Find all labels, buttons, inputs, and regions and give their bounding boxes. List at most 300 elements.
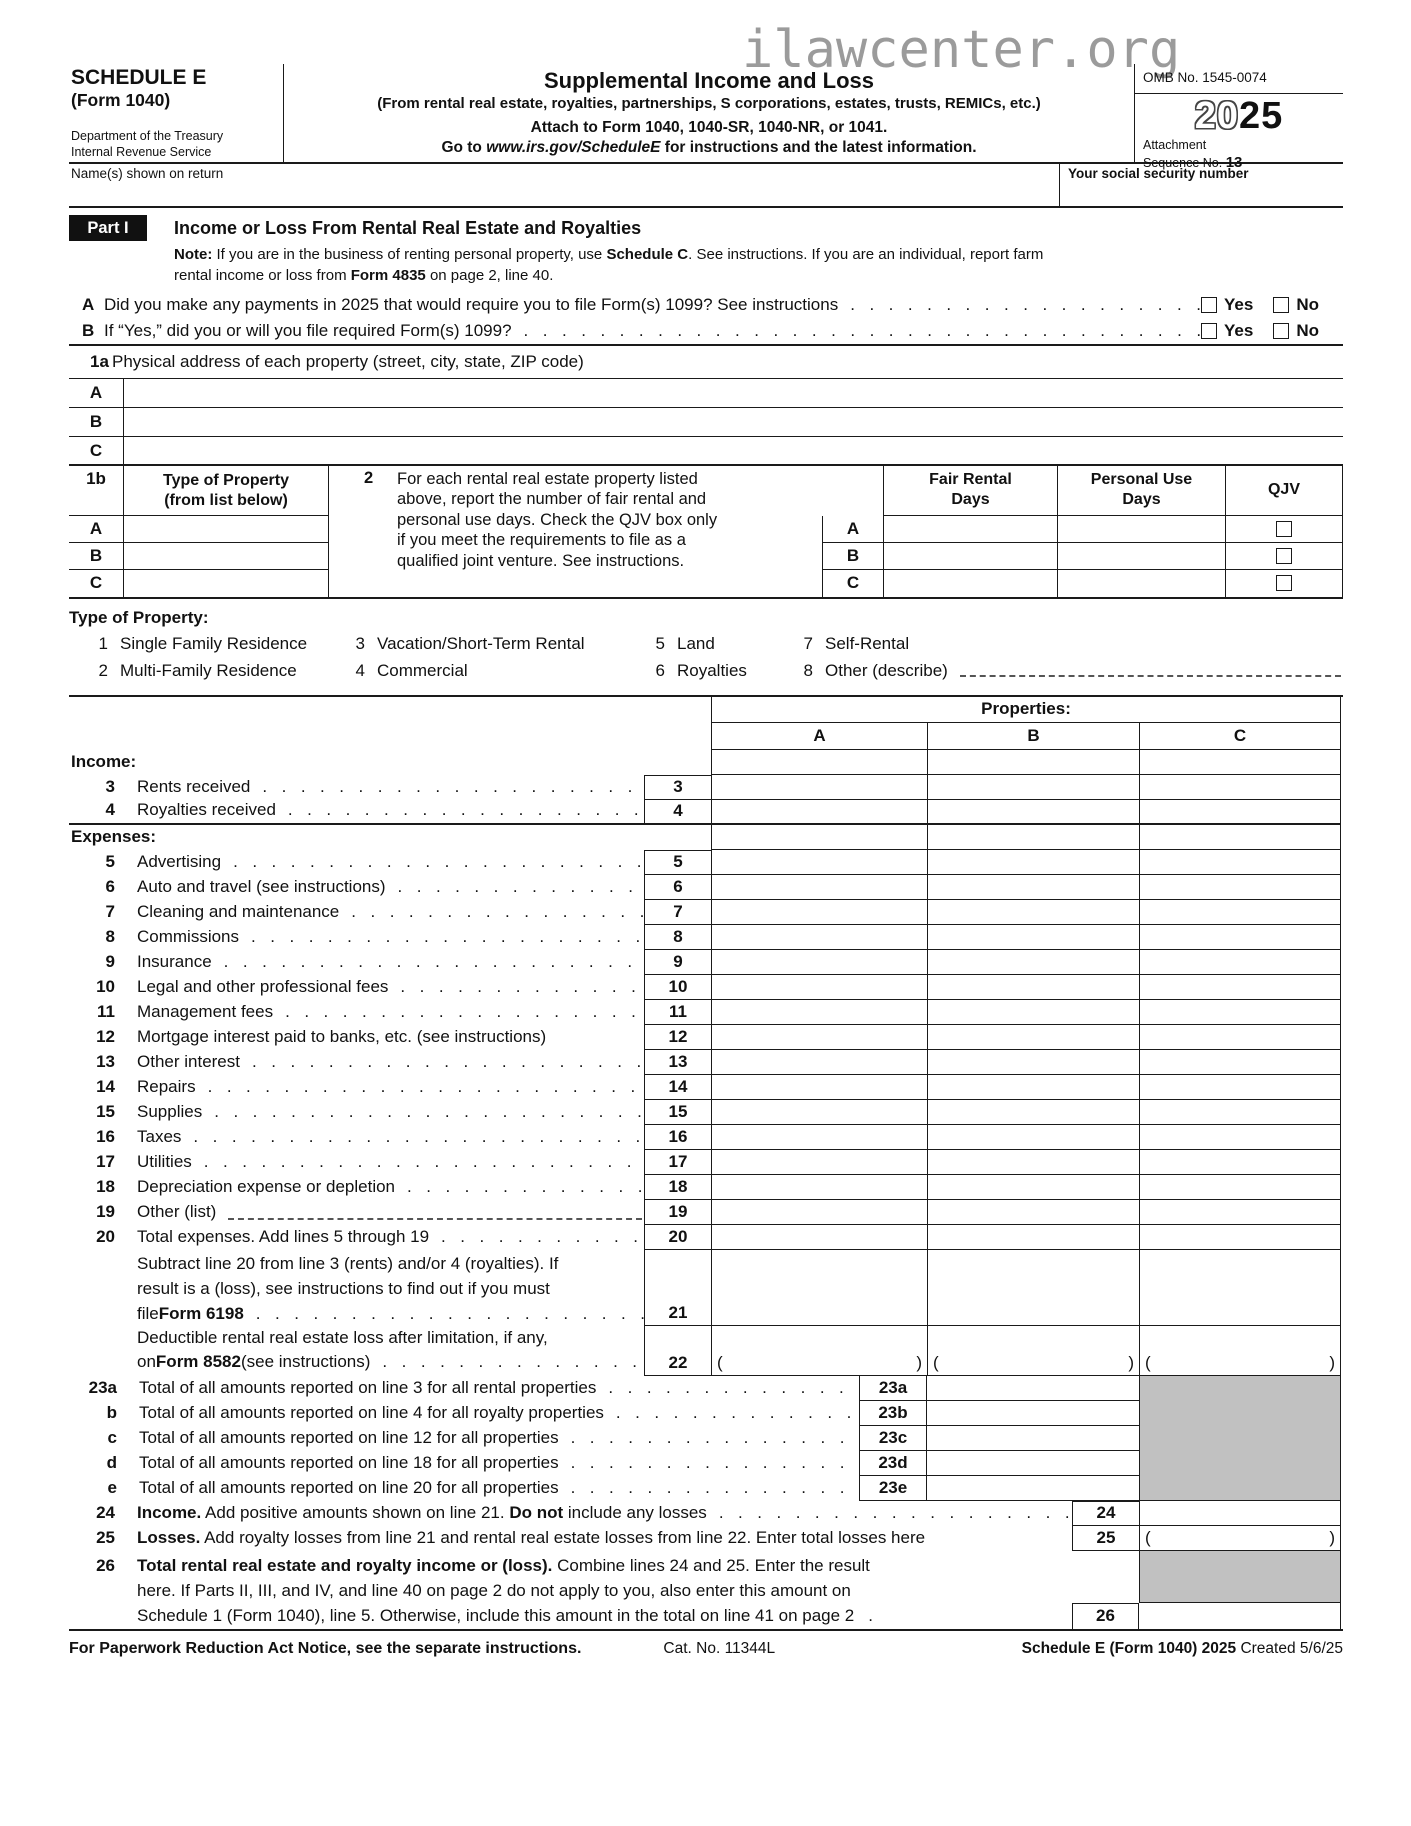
line-number-box: 23b [859,1401,926,1426]
line-number: e [107,1477,117,1497]
loss-amount-cell[interactable] [711,1326,927,1376]
line-26-row [69,1551,1343,1629]
form-id-block [69,64,284,162]
row-label: Supplies [137,1101,203,1121]
form-footer [69,1640,1343,1658]
amount-cell[interactable] [711,1250,927,1326]
qjv-cell [1225,570,1343,597]
amount-cell[interactable] [711,1125,927,1150]
note-text4: on page 2, line 40. [425,267,554,285]
personal-days-input-b[interactable] [1057,543,1225,570]
expense-row [69,1075,1343,1100]
dot-leader [370,1350,644,1374]
property-letter: C [822,570,883,597]
shaded-area [1139,1476,1341,1501]
amount-cell[interactable] [927,1050,1139,1075]
amount-cell[interactable] [711,900,927,925]
row-label: Other (list) [137,1201,217,1221]
row-label: Management fees [137,1001,274,1021]
line-23-row [69,1451,1343,1476]
address-row [69,408,1343,437]
type-of-property-legend [69,599,1343,695]
fair-rental-days-header: Fair Rental Days [883,466,1057,516]
line-number: 1b [69,466,124,515]
dot-leader [512,321,1201,341]
note-text3: rental income or loss from [174,267,351,285]
line-number: c [107,1427,117,1447]
question-a-row [69,292,1343,318]
amount-cell[interactable] [711,850,927,875]
amount-cell[interactable] [1139,1075,1341,1100]
paren-open: ( [1145,1527,1151,1547]
property-letter: A [822,516,883,543]
row-label: Total of all amounts reported on line 3 for all rental properties [139,1377,597,1397]
yes-label: Yes [1224,294,1254,314]
line-24-text: Add positive amounts shown on line 21. [201,1502,510,1522]
yes-checkbox-a[interactable] [1201,297,1217,313]
address-row [69,379,1343,408]
form-title-block [284,64,1134,162]
expense-row [69,1000,1343,1025]
form-title: Supplemental Income and Loss [543,68,875,93]
question-b-letter: B [82,320,95,340]
line-number: 26 [96,1555,115,1575]
year-bold: 25 [1239,95,1284,137]
attachment-label: Attachment [1143,138,1207,152]
line-number-box: 5 [644,850,711,875]
expense-row [69,1050,1343,1075]
dot-leader [240,1052,644,1072]
legend-item: 3 Vacation/Short-Term Rental [355,634,585,654]
dot-leader [244,1301,644,1326]
amount-cell[interactable] [927,1025,1139,1050]
expenses-section-row [69,825,1343,850]
amount-cell[interactable] [711,1225,927,1250]
dot-leader [395,1177,644,1197]
address-input-a[interactable] [124,379,1343,407]
line-2-text: if you meet the requirements to file as a [397,531,686,550]
legend-item: 5 Land [655,634,715,654]
amount-cell[interactable] [711,1100,927,1125]
income-row [69,775,1343,800]
loss-amount-cell[interactable] [927,1326,1139,1376]
amount-cell[interactable] [1139,1225,1341,1250]
qjv-header: QJV [1225,466,1343,516]
form-bottom-rule [69,1629,1343,1631]
amount-cell[interactable] [711,1050,927,1075]
amount-cell[interactable] [927,875,1139,900]
shaded-area [1139,1451,1341,1476]
line-23-row [69,1476,1343,1501]
form-header [69,64,1343,171]
row-label: Mortgage interest paid to banks, etc. (see instructions) [137,1026,547,1046]
qjv-cell [1225,543,1343,570]
line-number-box: 24 [1072,1501,1139,1526]
dot-leader [604,1403,859,1423]
personal-days-input-c[interactable] [1057,570,1225,597]
income-expense-table [69,695,1343,1631]
fair-days-input-b[interactable] [883,543,1057,570]
amount-cell[interactable] [1139,875,1341,900]
row-label: Advertising [137,851,222,871]
no-label: No [1296,294,1319,314]
line-number: d [106,1452,117,1472]
form-6198-ref: Form 6198 [158,1303,244,1323]
note-text1: If you are in the business of renting personal property, use [212,246,607,263]
expense-row [69,1175,1343,1200]
expense-row [69,1150,1343,1175]
line-number-box: 18 [644,1175,711,1200]
note-text2: . See instructions. If you are an individual, report farm [688,246,1044,263]
expense-row [69,850,1343,875]
schedule-e-form [69,64,1343,1658]
line-number: 11 [97,1001,115,1021]
dot-leader [181,1127,644,1147]
form-subtitle: (From rental real estate, royalties, partnerships, S corporations, estates, trusts, REMICs, etc.) [377,95,1041,112]
dot-leader [221,852,644,872]
amount-cell[interactable] [927,1000,1139,1025]
expense-row [69,975,1343,1000]
amount-cell[interactable] [927,900,1139,925]
amount-cell[interactable] [927,950,1139,975]
amount-cell[interactable] [927,775,1139,800]
top-head1: Type of Property [163,471,289,489]
note-form-4835: Form 4835 [350,267,426,285]
line-number-box: 23e [859,1476,926,1501]
line-number-box: 26 [1072,1603,1139,1629]
amount-cell[interactable] [927,800,1139,825]
row-label: Depreciation expense or depletion [137,1176,396,1196]
line-22-text: Deductible rental real estate loss after limitation, if any, [137,1327,548,1347]
line-number-box: 20 [644,1225,711,1250]
form-edition: Schedule E (Form 1040) 2025 [1021,1639,1237,1657]
line-number-box: 19 [644,1200,711,1225]
line-21-text: result is a (loss), see instructions to find out if you must [137,1278,550,1298]
income-row [69,800,1343,825]
line-2-text: personal use days. Check the QJV box only [397,510,718,529]
sequence-label: Sequence No. [1143,155,1226,170]
paren-open: ( [933,1352,939,1372]
dot-leader [559,1478,859,1498]
form-number: (Form 1040) [71,90,171,111]
question-rows [69,292,1343,346]
fair-days-input-a[interactable] [883,516,1057,543]
dept-line2: Internal Revenue Service [71,144,212,159]
property-letter: A [69,379,124,407]
paren-close: ) [1128,1352,1134,1372]
row-label: Total of all amounts reported on line 20 for all properties [139,1477,559,1497]
dot-leader [276,800,644,820]
amount-cell[interactable] [926,1451,1139,1476]
amount-cell[interactable] [1139,1050,1341,1075]
legend-item: 8 Other (describe) [799,661,1343,681]
row-label: Auto and travel (see instructions) [137,876,386,896]
amount-cell[interactable] [1139,1100,1341,1125]
amount-cell[interactable] [1139,1125,1341,1150]
line-number: 15 [96,1101,115,1121]
row-label: Royalties received [137,799,276,819]
line-22-text: on [137,1351,156,1371]
paperwork-notice: For Paperwork Reduction Act Notice, see the separate instructions. [69,1639,582,1657]
line-number-box: 25 [1072,1526,1139,1551]
no-label: No [1296,320,1319,340]
property-letter: B [822,543,883,570]
line-number-box: 7 [644,900,711,925]
dot-leader [196,1077,644,1097]
income-section-label: Income: [71,751,137,771]
amount-cell[interactable] [1139,1150,1341,1175]
line-2-text: qualified joint venture. See instructions. [397,551,685,570]
amount-cell[interactable] [1139,1000,1341,1025]
sequence-number: 13 [1225,153,1243,171]
type-of-property-head [124,466,329,515]
dot-leader [596,1378,859,1398]
question-b-row [69,318,1343,344]
row-label: Utilities [137,1151,192,1171]
address-table [69,378,1343,466]
ssn-field[interactable] [1059,164,1343,206]
property-letter: A [69,516,124,542]
days-row [822,543,1343,570]
other-describe-input[interactable] [960,663,1341,677]
amount-cell[interactable] [927,1125,1139,1150]
type-input-b[interactable] [124,543,329,569]
line-22-text: (see instructions) [240,1351,371,1371]
amount-cell[interactable] [1139,1175,1341,1200]
line-number: 20 [96,1226,115,1246]
line-25-row [69,1526,1343,1551]
qjv-cell [1225,516,1343,543]
line-number: 19 [96,1201,115,1221]
amount-cell[interactable] [711,1025,927,1050]
income-bold: Income. [137,1502,202,1522]
expense-row [69,950,1343,975]
personal-days-input-a[interactable] [1057,516,1225,543]
amount-cell[interactable] [927,1100,1139,1125]
amount-cell[interactable] [1139,1603,1341,1629]
qjv-checkbox-a[interactable] [1276,521,1292,537]
amount-cell[interactable] [711,800,927,825]
amount-cell[interactable] [927,925,1139,950]
amount-cell[interactable] [1139,950,1341,975]
shaded-area [1139,1401,1341,1426]
ssn-label: Your social security number [1068,166,1249,181]
schedule-label: SCHEDULE E [71,66,207,89]
row-label: Rents received [137,776,251,796]
name-row [69,164,1343,208]
other-list-input[interactable] [228,1206,642,1220]
amount-cell[interactable] [711,775,927,800]
amount-cell[interactable] [1139,925,1341,950]
loss-amount-cell[interactable] [1139,1326,1341,1376]
goto-instruction [284,139,1134,157]
line-number: 12 [96,1026,115,1046]
line-number-box: 23d [859,1451,926,1476]
rental-days-table [822,466,1343,597]
amount-cell[interactable] [711,1175,927,1200]
shaded-area [1139,1376,1341,1401]
watermark: ilawcenter.org [742,20,1181,80]
amount-cell[interactable] [927,1075,1139,1100]
paren-close: ) [1329,1527,1335,1547]
expense-row [69,900,1343,925]
line-26-text: Schedule 1 (Form 1040), line 5. Otherwise, include this amount in the total on line 41 on page 2 [137,1606,855,1626]
line-1a-label: Physical address of each property (street, city, state, ZIP code) [112,351,584,371]
row-label: Cleaning and maintenance [137,901,340,921]
line-number-box: 12 [644,1025,711,1050]
row-label: Total of all amounts reported on line 4 for all royalty properties [139,1402,604,1422]
top-head2: (from list below) [164,491,288,509]
dot-leader [838,295,1201,315]
part1-tab: Part I [69,215,147,241]
amount-cell[interactable] [711,950,927,975]
no-checkbox-a[interactable] [1273,297,1289,313]
amount-cell[interactable] [1139,850,1341,875]
legend-item: 4 Commercial [355,661,468,681]
line-number: 4 [105,799,115,819]
line-26-text: here. If Parts II, III, and IV, and line 40 on page 2 do not apply to you, also enter this amount on [137,1580,851,1600]
dot-leader [386,877,644,897]
name-label: Name(s) shown on return [71,166,224,181]
line-number-box: 17 [644,1150,711,1175]
amount-cell[interactable] [1139,900,1341,925]
line-23-row [69,1426,1343,1451]
line-number-box: 10 [644,975,711,1000]
type-input-a[interactable] [124,516,329,542]
expenses-section-label: Expenses: [71,826,157,846]
part1-title: Income or Loss From Rental Real Estate and Royalties [174,217,642,238]
amount-cell[interactable] [711,925,927,950]
line-2-text: For each rental real estate property listed [397,469,698,488]
line-number-box: 6 [644,875,711,900]
line-number-box: 23c [859,1426,926,1451]
qjv-checkbox-b[interactable] [1276,548,1292,564]
amount-cell[interactable] [1139,1250,1341,1326]
amount-cell[interactable] [711,1200,927,1225]
line-number: 16 [96,1126,115,1146]
name-field[interactable] [69,164,1059,206]
amount-cell[interactable] [711,1075,927,1100]
address-row [69,437,1343,466]
expense-row [69,1200,1343,1225]
row-label: Total of all amounts reported on line 18 for all properties [139,1452,559,1472]
line-number-box: 16 [644,1125,711,1150]
amount-cell[interactable] [927,1250,1139,1326]
paren-open: ( [717,1352,723,1372]
line-23-row [69,1401,1343,1426]
fair-days-input-c[interactable] [883,570,1057,597]
line-number: 24 [96,1502,115,1522]
expense-row [69,1100,1343,1125]
row-label: Legal and other professional fees [137,976,389,996]
attach-instruction: Attach to Form 1040, 1040-SR, 1040-NR, or 1041. [530,119,888,136]
address-input-b[interactable] [124,408,1343,436]
dot-leader [388,977,644,997]
omb-number: OMB No. 1545-0074 [1135,64,1343,94]
days-row [822,570,1343,597]
dot-leader: . [868,1606,873,1626]
expense-row [69,875,1343,900]
question-a-answers [1201,295,1343,315]
line-number-box: 21 [644,1250,711,1326]
property-letter: B [69,408,124,436]
row-label: Commissions [137,926,240,946]
line-number-box: 13 [644,1050,711,1075]
dot-leader [559,1453,859,1473]
goto-post: for instructions and the latest information. [660,139,977,156]
line-26-bold: Total rental real estate and royalty income or (loss). [137,1555,553,1575]
amount-cell[interactable] [927,850,1139,875]
amount-cell[interactable] [927,1150,1139,1175]
amount-cell[interactable] [926,1401,1139,1426]
legend-title: Type of Property: [69,607,209,627]
line-number-box: 8 [644,925,711,950]
amount-cell[interactable] [926,1476,1139,1501]
dot-leader [212,952,644,972]
amount-cell[interactable] [711,1000,927,1025]
amount-cell[interactable] [927,1225,1139,1250]
property-letter: C [69,437,124,464]
days-row [822,516,1343,543]
amount-cell[interactable] [1139,975,1341,1000]
dot-leader [273,1002,644,1022]
yes-checkbox-b[interactable] [1201,323,1217,339]
expense-row [69,1125,1343,1150]
amount-cell[interactable] [1139,800,1341,825]
shaded-area [1139,1551,1341,1603]
line-number-box: 14 [644,1075,711,1100]
amount-cell[interactable] [1139,775,1341,800]
dot-leader [250,777,644,797]
amount-cell[interactable] [927,1175,1139,1200]
qjv-checkbox-c[interactable] [1276,575,1292,591]
row-label: Total of all amounts reported on line 12 for all properties [139,1427,559,1447]
legend-item: 6 Royalties [655,661,747,681]
amount-cell[interactable] [927,975,1139,1000]
amount-cell[interactable] [927,1200,1139,1225]
no-checkbox-b[interactable] [1273,323,1289,339]
line-number: 17 [96,1151,115,1171]
property-letter: C [69,570,124,597]
personal-use-days-header: Personal Use Days [1057,466,1225,516]
goto-pre: Go to [441,139,487,156]
line-number: 9 [105,951,115,971]
part1-note [174,244,1343,287]
amount-cell[interactable] [1139,1025,1341,1050]
line-number-box: 23a [859,1376,926,1401]
address-input-c[interactable] [124,437,1343,464]
loss-amount-cell[interactable] [1139,1526,1341,1551]
amount-cell[interactable] [926,1426,1139,1451]
legend-item: 1 Single Family Residence [98,634,308,654]
line-number: 2 [364,468,374,487]
amount-cell[interactable] [1139,1200,1341,1225]
line-number-box: 4 [644,800,711,825]
amount-cell[interactable] [926,1376,1139,1401]
line-number-box: 22 [644,1326,711,1376]
line-number: 18 [96,1176,115,1196]
property-letter: B [69,543,124,569]
type-input-c[interactable] [124,570,329,597]
line-number-box: 11 [644,1000,711,1025]
amount-cell[interactable] [711,975,927,1000]
amount-cell[interactable] [711,875,927,900]
amount-cell[interactable] [711,1150,927,1175]
properties-header: Properties: [711,697,1341,723]
created-date: Created 5/6/25 [1236,1639,1343,1657]
legend-item: 2 Multi-Family Residence [98,661,297,681]
amount-cell[interactable] [1139,1501,1341,1526]
